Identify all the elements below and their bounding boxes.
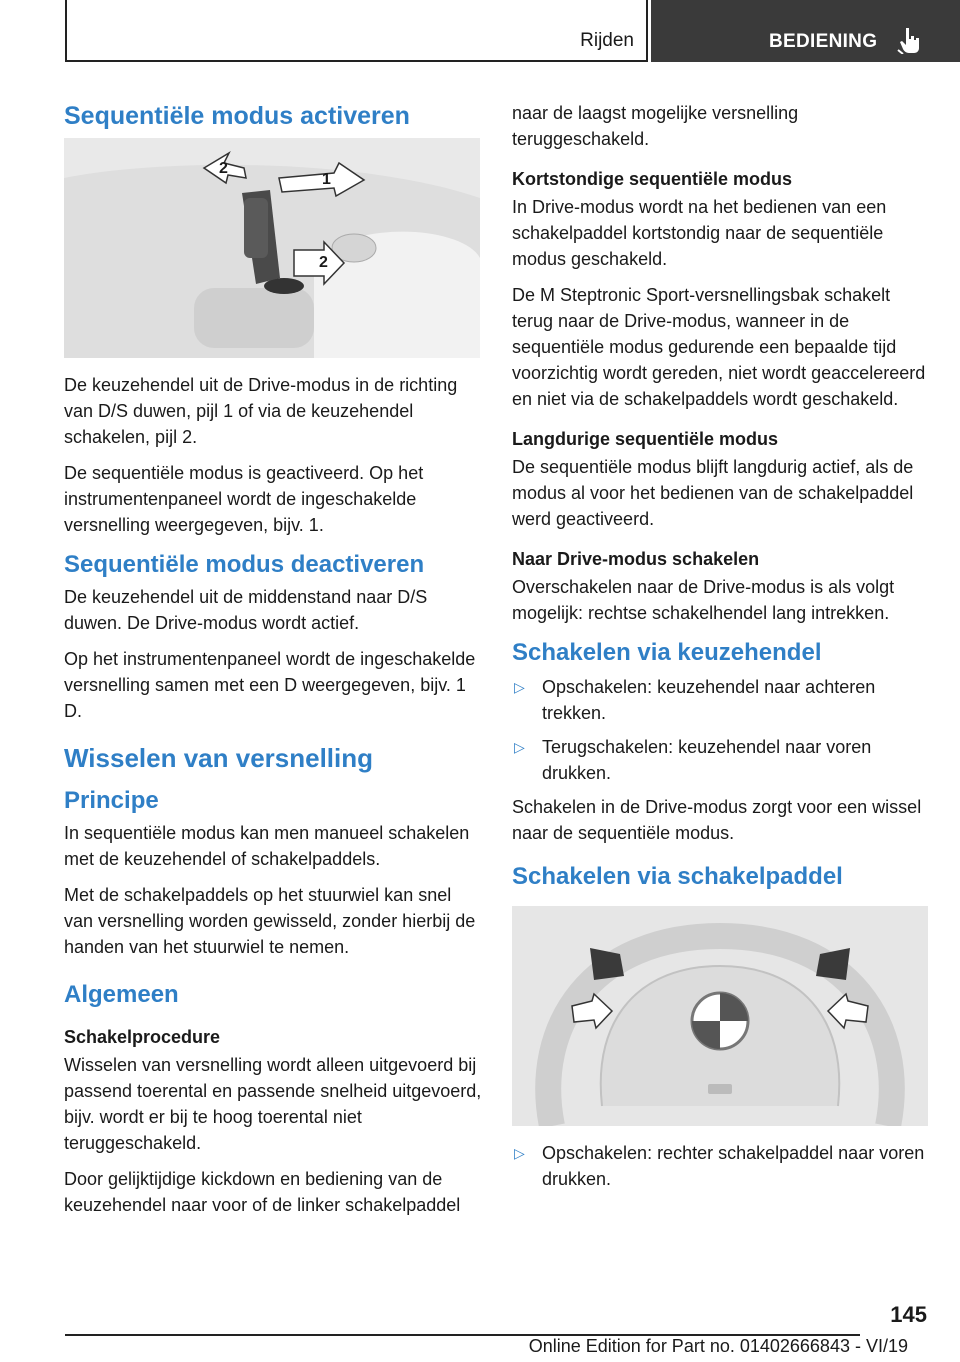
bullet-triangle-icon: ▷ <box>514 1145 525 1161</box>
figure-arrow-2a-label: 2 <box>219 160 228 177</box>
list-item: ▷ Opschakelen: rechter schakelpaddel naar voren drukken. <box>512 1140 930 1192</box>
figure-arrow-2b-label: 2 <box>319 254 328 271</box>
heading-schakelpaddel: Schakelen via schakelpaddel <box>512 863 843 890</box>
paragraph: De keuzehendel uit de Drive-modus in de richting van D/S duwen, pijl 1 of via de keuzehendel schakelen, pijl 2. <box>64 375 458 447</box>
gear-selector-illustration <box>64 138 480 358</box>
steering-wheel-illustration <box>512 906 928 1126</box>
paragraph: In sequentiële modus kan men manueel schakelen met de keuzehendel of schakelpaddels. <box>64 823 470 869</box>
header-chapter-box <box>651 0 960 62</box>
bullet-triangle-icon: ▷ <box>514 739 525 755</box>
header-chapter-title: BEDIENING <box>769 31 878 52</box>
paragraph: Overschakelen naar de Drive-modus is als volgt mogelijk: rechtse schakelhendel lang intrekken. <box>512 577 895 623</box>
hand-pointer-icon <box>897 26 923 54</box>
paragraph: naar de laagst mogelijke versnelling teruggeschakeld. <box>512 103 799 149</box>
heading-wisselen: Wisselen van versnelling <box>64 743 374 773</box>
heading-naar-drive: Naar Drive-modus schakelen <box>512 549 760 569</box>
paragraph: Met de schakelpaddels op het stuurwiel kan snel van versnelling worden gewisseld, zonder hierbij de handen van het stuurwiel te nemen. <box>64 885 476 957</box>
paragraph: De M Steptronic Sport-versnellingsbak schakelt terug naar de Drive-modus, wanneer in de sequentiële modus gedurende een bepaalde tijd voorzichtig wordt gereden, niet wordt geaccelereerd en niet via de schakelpaddels wordt geschakeld. <box>512 285 926 409</box>
footer-edition: Online Edition for Part no. 01402666843 - VI/19 <box>528 1336 908 1356</box>
paragraph: Schakelen in de Drive-modus zorgt voor een wissel naar de sequentiële modus. <box>512 797 922 843</box>
left-column <box>64 100 482 1228</box>
steering-wheel-figure <box>512 906 928 1126</box>
bullet-triangle-icon: ▷ <box>514 679 525 695</box>
paragraph: De sequentiële modus is geactiveerd. Op het instrumentenpaneel wordt de ingeschakelde versnelling weergegeven, bijv. 1. <box>64 463 424 535</box>
heading-activate: Sequentiële modus activeren <box>64 102 410 130</box>
heading-principe: Principe <box>64 787 159 814</box>
heading-kortstondig: Kortstondige sequentiële modus <box>512 169 793 189</box>
paragraph: Wisselen van versnelling wordt alleen uitgevoerd bij passend toerental en passende snelheid uitgevoerd, bijv. wordt er bij te hoog toerental niet teruggeschakeld. <box>64 1055 482 1153</box>
header-section-title: Rijden <box>580 30 634 51</box>
paragraph: De sequentiële modus blijft langdurig actief, als de modus al voor het bedienen van de schakelpaddel werd geactiveerd. <box>512 457 914 529</box>
heading-langdurig: Langdurige sequentiële modus <box>512 429 779 449</box>
heading-keuzehendel: Schakelen via keuzehendel <box>512 639 822 666</box>
list-item: ▷ Opschakelen: keuzehendel naar achteren trekken. <box>512 674 930 726</box>
heading-schakelprocedure: Schakelprocedure <box>64 1027 221 1047</box>
right-column <box>512 100 930 1200</box>
paragraph: Door gelijktijdige kickdown en bediening van de keuzehendel naar voor of de linker schakelpaddel <box>64 1169 461 1215</box>
heading-deactivate: Sequentiële modus deactiveren <box>64 551 425 578</box>
paragraph: In Drive-modus wordt na het bedienen van een schakelpaddel kortstondig naar de sequentiële modus geschakeld. <box>512 197 887 269</box>
figure-arrow-1-label: 1 <box>322 171 331 188</box>
gear-selector-figure <box>64 138 480 358</box>
list-item: ▷ Terugschakelen: keuzehendel naar voren drukken. <box>512 734 930 786</box>
header-section-box <box>65 0 648 62</box>
heading-algemeen: Algemeen <box>64 981 179 1008</box>
paragraph: Op het instrumentenpaneel wordt de ingeschakelde versnelling samen met een D weergegeven, bijv. 1 D. <box>64 649 476 721</box>
page-number: 145 <box>890 1302 927 1327</box>
paragraph: De keuzehendel uit de middenstand naar D/S duwen. De Drive-modus wordt actief. <box>64 587 428 633</box>
